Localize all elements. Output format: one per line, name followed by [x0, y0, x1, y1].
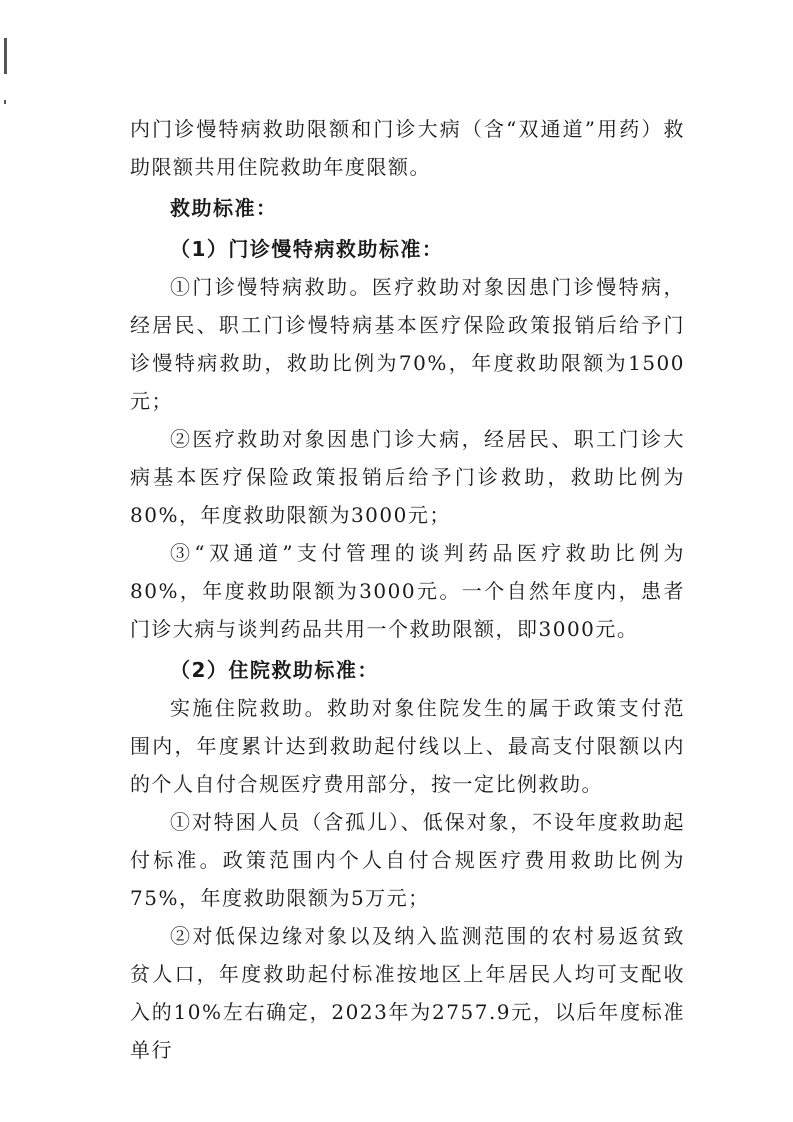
- subheading-inpatient-standard: （2）住院救助标准：: [170, 658, 379, 682]
- paragraph-dual-channel: ③“双通道”支付管理的谈判药品医疗救助比例为80%，年度救助限额为3000元。一个自然年度内，患者门诊大病与谈判药品共用一个救助限额，即3000元。: [130, 541, 685, 641]
- paragraph-inpatient-intro: 实施住院救助。救助对象住院发生的属于政策支付范围内，年度累计达到救助起付线以上、最高支付限额以内的个人自付合规医疗费用部分，按一定比例救助。: [130, 696, 685, 796]
- paragraph-low-income-edge: ②对低保边缘对象以及纳入监测范围的农村易返贫致贫人口，年度救助起付标准按地区上年居民人均可支配收入的10%左右确定，2023年为2757.9元，以后年度标准单行: [130, 924, 685, 1062]
- paragraph-continuation: 内门诊慢特病救助限额和门诊大病（含“双通道”用药）救助限额共用住院救助年度限额。: [130, 117, 685, 179]
- paragraph-outpatient-major: ②医疗救助对象因患门诊大病，经居民、职工门诊大病基本医疗保险政策报销后给予门诊救助，救助比例为80%，年度救助限额为3000元；: [130, 427, 685, 527]
- scan-edge-mark: [4, 38, 7, 74]
- section-heading-standards: 救助标准：: [170, 196, 278, 220]
- paragraph-outpatient-chronic: ①门诊慢特病救助。医疗救助对象因患门诊慢特病，经居民、职工门诊慢特病基本医疗保险政策报销后给予门诊慢特病救助，救助比例为70%，年度救助限额为1500元；: [130, 275, 685, 413]
- paragraph-special-hardship: ①对特困人员（含孤儿）、低保对象，不设年度救助起付标准。政策范围内个人自付合规医疗费用救助比例为75%，年度救助限额为5万元；: [130, 810, 685, 910]
- subheading-outpatient-standard: （1）门诊慢特病救助标准：: [170, 237, 444, 261]
- scan-edge-mark: [4, 100, 6, 104]
- document-body: [130, 110, 685, 1069]
